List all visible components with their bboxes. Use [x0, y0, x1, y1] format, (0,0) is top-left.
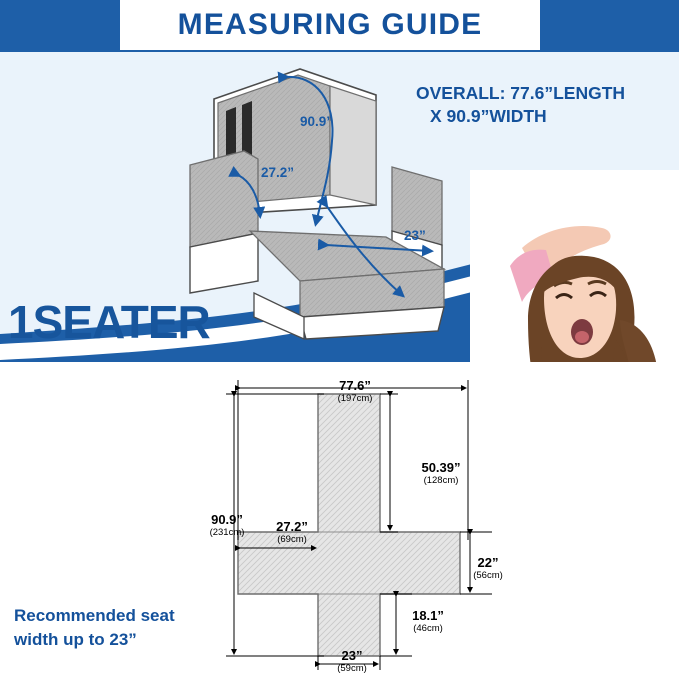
- chair-back-width-dim: 90.9”: [300, 114, 334, 129]
- label-arm-depth-in: 27.2”: [276, 519, 308, 534]
- overall-width-label: X 90.9”WIDTH: [430, 106, 547, 126]
- recliner-illustration: [180, 55, 500, 345]
- label-seat-width: [322, 648, 382, 674]
- chair-seat-width-dim: 23”: [404, 228, 426, 243]
- label-back-height: [396, 460, 486, 486]
- overall-length-label: OVERALL: 77.6”LENGTH: [416, 83, 626, 103]
- label-back-height-cm: (128cm): [423, 475, 459, 486]
- label-total-width-in: 90.9”: [211, 512, 243, 527]
- label-arm-height-in: 22”: [477, 555, 499, 570]
- label-back-height-in: 50.39”: [421, 460, 461, 475]
- label-arm-depth-cm: (69cm): [277, 534, 307, 545]
- label-arm-height-cm: (56cm): [473, 570, 503, 581]
- seater-label: 1SEATER: [8, 296, 210, 348]
- page-title: MEASURING GUIDE: [177, 8, 483, 41]
- label-arm-height: [463, 555, 513, 581]
- label-total-width: [196, 512, 258, 538]
- label-total-length-in: 77.6”: [339, 378, 371, 393]
- label-total-length-cm: (197cm): [337, 393, 373, 404]
- header-title-plate: [120, 0, 540, 55]
- label-total-width-cm: (231cm): [209, 527, 245, 538]
- label-seat-width-cm: (59cm): [337, 663, 367, 674]
- label-front-drop: [400, 608, 456, 634]
- label-front-drop-in: 18.1”: [412, 608, 444, 623]
- label-seat-width-in: 23”: [341, 648, 363, 663]
- label-total-length: [300, 378, 410, 404]
- recommendation-note: [14, 604, 244, 652]
- recommendation-line-2: width up to 23”: [14, 630, 137, 649]
- recommendation-line-1: Recommended seat: [14, 606, 175, 625]
- label-arm-depth: [252, 519, 332, 545]
- label-front-drop-cm: (46cm): [413, 623, 443, 634]
- chair-arm-width-dim: 27.2”: [261, 165, 295, 180]
